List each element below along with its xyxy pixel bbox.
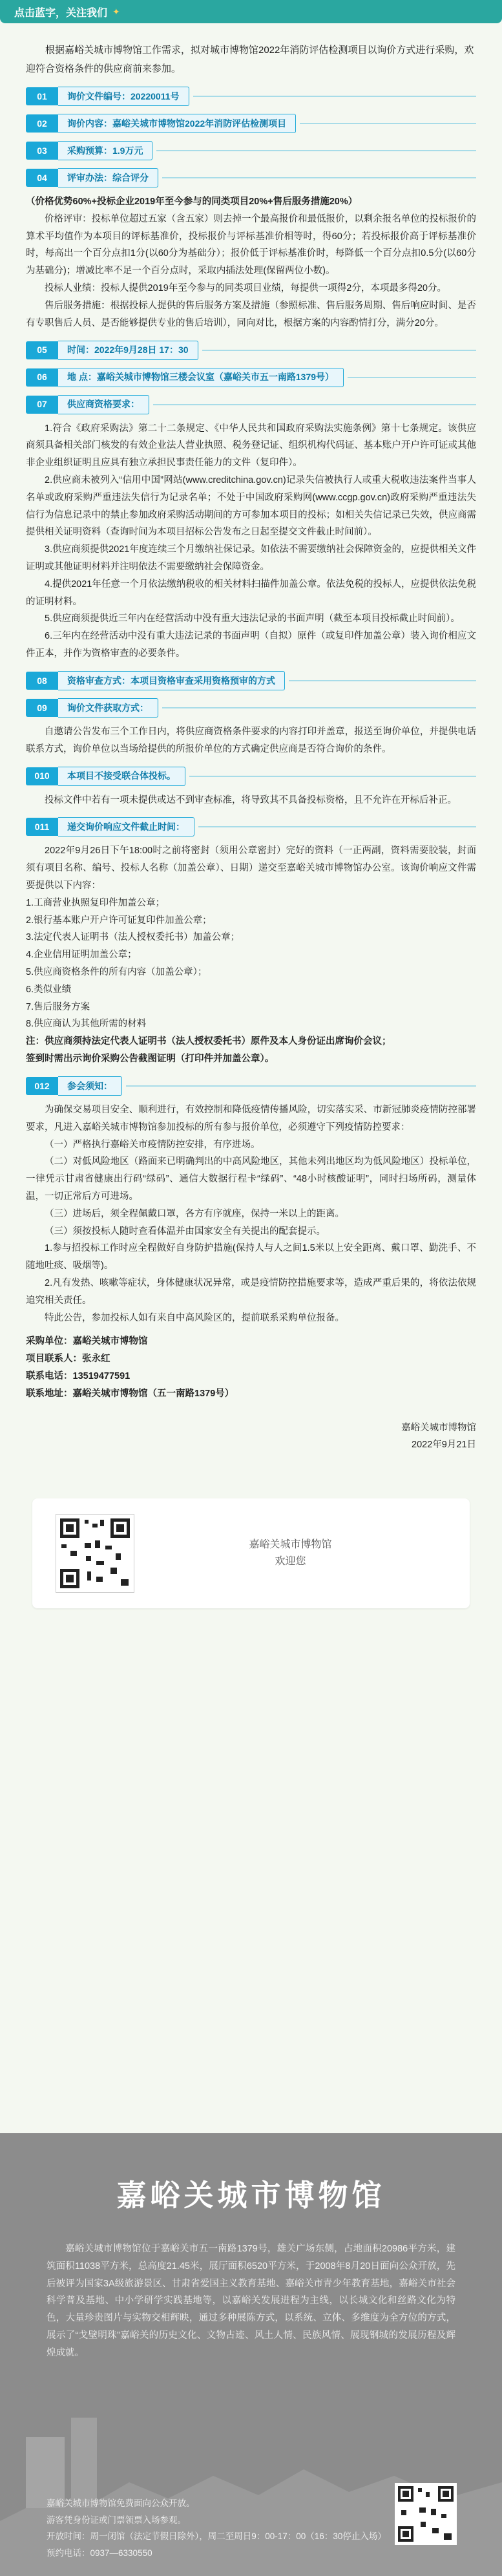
deadline-section	[26, 842, 476, 1068]
qr-caption-line1: 嘉峪关城市博物馆	[249, 1539, 332, 1551]
qualification-section	[26, 420, 476, 663]
scoring-heading: （价格优势60%+投标企业2019年至今参与的同类项目20%+售后服务措施20%）	[26, 197, 358, 207]
section-banner-08	[26, 672, 476, 690]
section-banner-012	[26, 1077, 476, 1095]
signature-date: 2022年9月21日	[412, 1439, 476, 1450]
section-title: 本项目不接受联合体投标。	[58, 767, 185, 786]
qualification-item: 3.供应商须提供2021年度连续三个月缴纳社保记录。如依法不需要缴纳社会保障资金的，应提供相关文件证明或其他证明材料并注明依法不需要缴纳社会保障资金。	[26, 544, 476, 572]
section-number: 012	[26, 1077, 58, 1095]
section-banner-01	[26, 87, 476, 105]
section-banner-011	[26, 818, 476, 836]
museum-panel	[0, 2133, 502, 2576]
divider	[162, 707, 476, 708]
museum-info-line: 嘉峪关城市博物馆免费面向公众开放。	[47, 2498, 195, 2508]
section-number: 04	[26, 169, 58, 187]
section-number: 08	[26, 672, 58, 690]
qualification-item: 4.提供2021年任意一个月依法缴纳税收的相关材料扫描件加盖公章。依法免税的投标人，应提供依法免税的证明材料。	[26, 579, 476, 607]
qr-caption-line2: 欢迎您	[275, 1555, 306, 1567]
section-number: 03	[26, 142, 58, 160]
museum-title: 嘉峪关城市博物馆	[116, 2178, 386, 2212]
no-consortium-text: 投标文件中若有一项未提供或达不到审查标准，将导致其不具备投标资格，且不允许在开标后补正。	[45, 794, 457, 805]
required-doc-item: 6.类似业绩	[26, 984, 72, 995]
meeting-closing: 特此公告，参加投标人如有来自中高风险区的，提前联系采购单位报备。	[45, 1312, 344, 1323]
section-number: 01	[26, 87, 58, 105]
acquisition-section	[26, 723, 476, 758]
contact-phone[interactable]: 联系电话：13519477591	[26, 1371, 131, 1382]
required-doc-item: 5.供应商资格条件的所有内容（加盖公章）；	[26, 967, 207, 977]
scoring-price: 价格评审：投标单位超过五家（含五家）则去掉一个最高报价和最低报价，以剩余报名单位的投标报价的算术平均值作为本项目的评标基准价，投标报价与评标基准价相等时，得60分；若投标报价高于评标基准价时，每高出一个百分点扣1分(以60分为基础分）；报价低于评标基准价时，每降低一个百分点扣0.5分(以60分为基础分)；增减比率不足一个百分点时，采取内插法处理(保留两位小数)。	[26, 213, 476, 277]
contact-address: 联系地址：嘉峪关城市博物馆（五一南路1379号）	[26, 1388, 235, 1399]
meeting-item: （三）进场后，须全程佩戴口罩，各方有序就座，保持一米以上的距离。	[45, 1208, 344, 1219]
section-title: 资格审查方式：本项目资格审查采用资格预审的方式	[58, 671, 285, 690]
museum-description: 嘉峪关城市博物馆位于嘉峪关市五一南路1379号，雄关广场东侧，占地面积20986平方米，建筑面积11038平方米，总高度21.45米，展厅面积6520平方米，于2008年8月20日面向公众开放，先后被评为国家3A级旅游景区、甘肃省爱国主义教育基地、嘉峪关市青少年教育基地，嘉峪关市社会科学普及基地、中小学研学实践基地等，以嘉峪关发展进程为主线，以长城文化和丝路文化为特色，大量珍贵图片与实物交相辉映，通过多种展陈方式，以系统、立体、多维度为全方位的方式，展示了“戈壁明珠”嘉峪关的历史文化、文物古迹、风土人情、民族风情、展现钢城的发展历程及辉煌成就。	[47, 2244, 455, 2358]
contact-unit: 采购单位：嘉峪关城市博物馆	[26, 1336, 148, 1347]
divider	[153, 404, 476, 405]
section-banner-02	[26, 114, 476, 133]
section-number: 09	[26, 699, 58, 717]
section-banner-07	[26, 396, 476, 414]
deadline-note: 注：供应商须持法定代表人证明书（法人授权委托书）原件及本人身份证出席询价会议；	[26, 1036, 392, 1047]
qr-caption	[134, 1537, 446, 1570]
section-title: 评审办法：综合评分	[58, 168, 158, 187]
meeting-item: 2.凡有发热、咳嗽等症状，身体健康状况异常，或是疫情防控措施要求等，造成严重后果的，将依法依规追究相关责任。	[26, 1278, 476, 1306]
museum-info-line: 游客凭身份证或门票领票入场参观。	[47, 2515, 186, 2525]
section-number: 011	[26, 818, 58, 836]
required-doc-item: 4.企业信用证明加盖公章；	[26, 950, 137, 961]
section-number: 06	[26, 368, 58, 387]
deadline-text: 2022年9月26日下午18:00时之前将密封（须用公章密封）完好的资料（一正两副，资料需要胶装，封面须有项目名称、编号、投标人名称（加盖公章）、日期）递交至嘉峪关城市博物馆办公室。该询价响应文件需要提供以下内容：	[26, 846, 476, 891]
signature-org: 嘉峪关城市博物馆	[401, 1422, 476, 1433]
section-banner-03	[26, 142, 476, 160]
section-title: 供应商资格要求：	[58, 395, 149, 414]
meeting-item: （一）严格执行嘉峪关市疫情防控安排，有序进场。	[45, 1139, 260, 1150]
meeting-item: 1.参与招投标工作时应全程做好自身防护措施(保持人与人之间1.5米以上安全距离、戴口罩、勤洗手、不随地吐痰、吸烟等)。	[26, 1243, 476, 1272]
meeting-item: （二）对低风险地区（路面来已明确判出的中高风险地区，其他未列出地区均为低风险地区）投标单位，一律凭示甘肃省健康出行码“绿码”、通信大数据行程卡“绿码”、“48小时核酸证明”，同时扫场所码，测量体温，一切正常后方可进场。	[26, 1156, 476, 1202]
section-banner-04	[26, 169, 476, 187]
section-number: 010	[26, 767, 58, 785]
intro-paragraph: 根据嘉峪关城市博物馆工作需求，拟对城市博物馆2022年消防评估检测项目以询价方式进行采购，欢迎符合资格条件的供应商前来参加。	[26, 45, 474, 74]
section-number: 05	[26, 341, 58, 359]
divider	[156, 150, 476, 151]
museum-info-line: 开放时间：周一闭馆（法定节假日除外），周二至周日9：00-17：00（16：30停止入场）	[47, 2531, 386, 2542]
required-doc-item: 2.银行基本账户开户许可证复印件加盖公章；	[26, 915, 212, 926]
qr-code-icon[interactable]	[395, 2483, 457, 2545]
required-doc-item: 7.售后服务方案	[26, 1001, 90, 1012]
divider	[348, 377, 476, 378]
meeting-item: （三）须按投标人随时查看体温并由国家安全有关提出的配套提示。	[45, 1226, 326, 1237]
qualification-item: 2.供应商未被列入“信用中国”网站(www.creditchina.gov.cn)记录失信被执行人或重大税收违法案件当事人名单或政府采购严重违法失信行为记录名单；不处于中国政府采购网(www.ccgp.gov.cn)政府采购严重违法失信行为信息记录中的禁止参加政府采购活动期间的方可参加本项目的投标；如相关失信记录已失效，供应商需提供相关证明资料（查询时间为本项目招标公告发布之日起至提交文件截止时间前）。	[26, 474, 476, 538]
section-title: 递交询价响应文件截止时间：	[58, 817, 194, 836]
divider	[289, 680, 476, 681]
divider	[126, 1085, 476, 1087]
scoring-performance: 投标人业绩：投标人提供2019年至今参与的同类项目业绩，每提供一项得2分，本项最多得20分。	[45, 283, 446, 294]
no-consortium-section	[26, 792, 476, 809]
section-title: 询价文件编号：20220011号	[58, 87, 189, 106]
divider	[193, 96, 476, 97]
section-banner-06	[26, 368, 476, 387]
section-title: 参会须知：	[58, 1076, 122, 1096]
divider	[162, 177, 476, 178]
divider	[300, 123, 476, 124]
qr-code-icon[interactable]	[56, 1514, 134, 1593]
required-doc-item: 3.法定代表人证明书（法人授权委托书）加盖公章；	[26, 932, 240, 943]
museum-info-line[interactable]: 预约电话：0937—6330550	[47, 2548, 152, 2558]
museum-info	[47, 2495, 386, 2562]
section-title: 地 点：嘉峪关城市博物馆三楼会议室（嘉峪关市五一南路1379号）	[58, 368, 344, 387]
sparkle-icon: ✦	[112, 6, 120, 17]
required-doc-item: 1.工商营业执照复印件加盖公章；	[26, 897, 165, 908]
divider	[202, 350, 476, 351]
announcement-body	[0, 23, 502, 1453]
section-banner-05	[26, 341, 476, 359]
follow-banner[interactable]	[0, 0, 502, 23]
divider	[198, 826, 476, 827]
contact-block	[26, 1333, 476, 1402]
section-title: 询价文件获取方式：	[58, 698, 158, 718]
section-number: 07	[26, 396, 58, 414]
qualification-item: 5.供应商须提供近三年内在经营活动中没有重大违法记录的书面声明（截至本项目投标截止时间前）。	[45, 613, 460, 624]
section-title: 询价内容：嘉峪关城市博物馆2022年消防评估检测项目	[58, 114, 296, 133]
section-number: 02	[26, 114, 58, 133]
divider	[189, 776, 476, 777]
acquisition-text: 自邀请公告发布三个工作日内，将供应商资格条件要求的内容打印并盖章，报送至询价单位，并提供电话联系方式，询价单位以当场给提供的所报价单位的方式确定供应商是否符合询价的条件。	[26, 726, 476, 754]
signature-block	[26, 1420, 476, 1453]
deadline-note: 签到时需出示询价采购公告截图证明（打印件并加盖公章）。	[26, 1054, 275, 1065]
follow-banner-text: 点击蓝字，关注我们	[14, 7, 108, 19]
required-doc-item: 8.供应商认为其他所需的材料	[26, 1019, 147, 1030]
section-title: 时间：2022年9月28日 17：30	[58, 341, 198, 360]
qualification-item: 1.符合《政府采购法》第二十二条规定、《中华人民共和国政府采购法实施条例》第十七条规定。该供应商须具备相关部门核发的有效企业法人营业执照、税务登记证、组织机构代码证、基本账户开户许可证或其他非企业组织证明且应具有独立承担民事责任能力的文件（复印件）。	[26, 423, 476, 469]
section-banner-09	[26, 699, 476, 717]
scoring-section	[26, 193, 476, 332]
qualification-item: 6.三年内在经营活动中没有重大违法记录的书面声明（自拟）原件（或复印件加盖公章）装入询价相应文件正本，并作为资格审查的必要条件。	[26, 631, 476, 659]
section-banner-010	[26, 767, 476, 785]
meeting-intro: 为确保交易项目安全、顺利进行，有效控制和降低疫情传播风险，切实落实采、市新冠肺炎疫情防控部署要求，凡进入嘉峪关城市博物馆参加投标的所有参与报价单位，必须遵守下列疫情防控要求：	[26, 1104, 476, 1133]
section-title: 采购预算：1.9万元	[58, 141, 152, 160]
qr-card	[32, 1498, 470, 1608]
scoring-service: 售后服务措施：根据投标人提供的售后服务方案及措施（参照标准、售后服务周期、售后响应时间、是否有专职售后人员、是否能够提供专业的售后培训），同向对比，根据方案的内容酌情打分，满分20分。	[26, 300, 476, 328]
meeting-section	[26, 1102, 476, 1327]
contact-person: 项目联系人：张永红	[26, 1354, 110, 1365]
